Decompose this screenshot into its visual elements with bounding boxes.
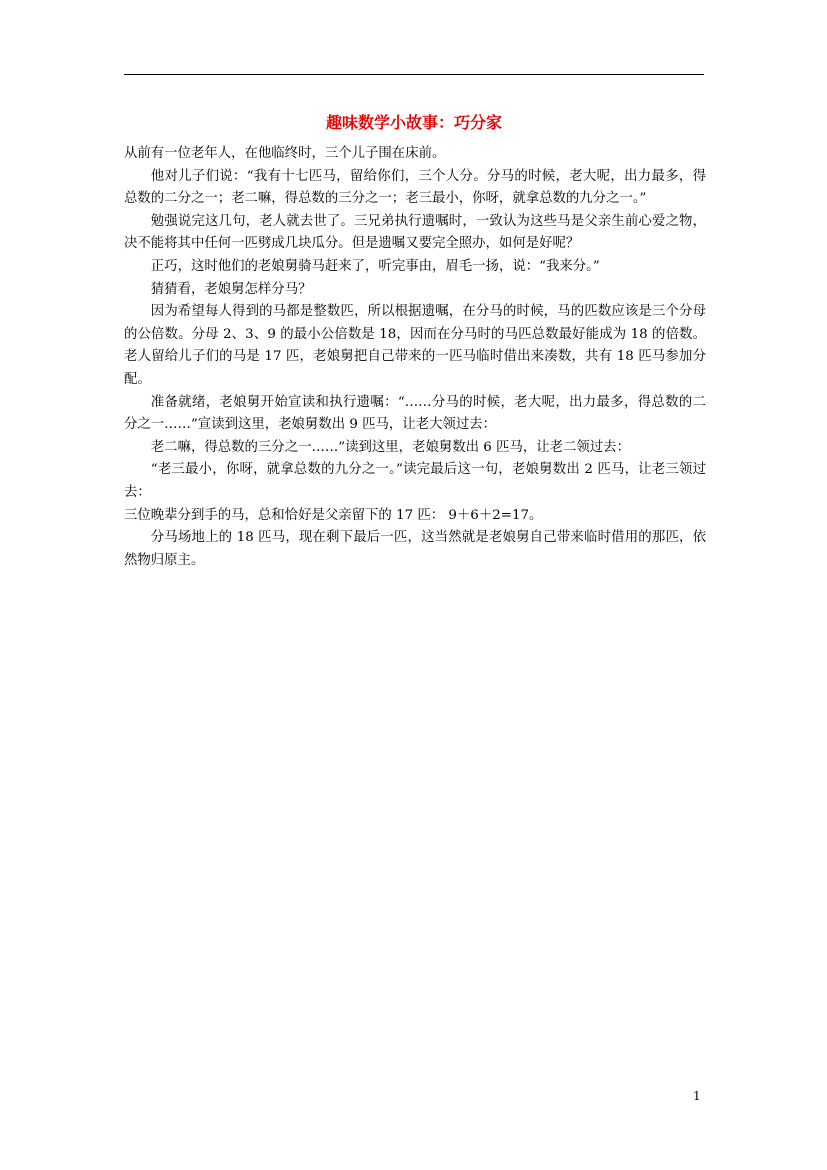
paragraph-3: 勉强说完这几句，老人就去世了。三兄弟执行遗嘱时，一致认为这些马是父亲生前心爱之物，决不能将其中任何一匹劈成几块瓜分。但是遗嘱又要完全照办，如何是好呢？	[124, 213, 706, 252]
paragraph-9: “老三最小，你呀，就拿总数的九分之一。”读完最后这一句，老娘舅数出 2 匹马，让老三领过去：	[124, 462, 706, 500]
paragraph-2: 他对儿子们说：“我有十七匹马，留给你们，三个人分。分马的时候，老大呢，出力最多，得总数的二分之一；老二嘛，得总数的三分之一；老三最小，你呀，就拿总数的九分之一。”	[124, 168, 706, 207]
paragraph-8: 老二嘛，得总数的三分之一……”读到这里，老娘舅数出 6 匹马，让老二领过去：	[150, 439, 630, 455]
story-body	[124, 143, 706, 572]
paragraph-6: 因为希望每人得到的马都是整数匹，所以根据遗嘱，在分马的时候，马的匹数应该是三个分母的公倍数。分母 2、3、9 的最小公倍数是 18，因而在分马时的马匹总数最好能成为 18 的倍数。老人留给儿子们的马是 17 匹，老娘舅把自己带来的一匹马临时借出来凑数，共有 18 匹马参加分配。	[124, 304, 706, 387]
paragraph-10: 三位晚辈分到手的马，总和恰好是父亲留下的 17 匹： 9＋6＋2=17。	[124, 507, 543, 523]
page-number: 1	[693, 1089, 701, 1103]
header-rule	[124, 74, 704, 75]
paragraph-1: 从前有一位老年人，在他临终时，三个儿子围在床前。	[124, 146, 446, 161]
document-title: 趣味数学小故事：巧分家	[325, 113, 502, 132]
paragraph-7: 准备就绪，老娘舅开始宣读和执行遗嘱：“……分马的时候，老大呢，出力最多，得总数的二分之一……”宣读到这里，老娘舅数出 9 匹马，让老大领过去：	[124, 394, 706, 433]
paragraph-11: 分马场地上的 18 匹马，现在剩下最后一匹，这当然就是老娘舅自己带来临时借用的那匹，依然物归原主。	[124, 530, 706, 568]
paragraph-4: 正巧，这时他们的老娘舅骑马赶来了，听完事由，眉毛一扬，说：“我来分。”	[150, 258, 600, 274]
paragraph-5: 猜猜看，老娘舅怎样分马？	[150, 281, 312, 297]
